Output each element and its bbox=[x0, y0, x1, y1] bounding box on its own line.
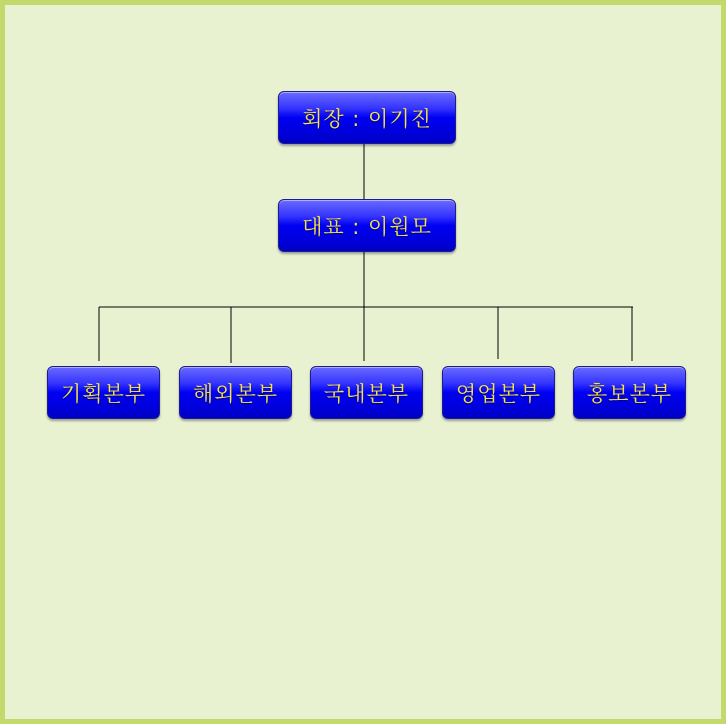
dept-label-overseas: 해외본부 bbox=[192, 381, 279, 406]
dept-label-sales: 영업본부 bbox=[455, 381, 542, 406]
dept-box-planning[interactable] bbox=[47, 366, 160, 419]
chairman-label: 회장 : 이기진 bbox=[302, 106, 432, 131]
ceo-label: 대표 : 이원모 bbox=[302, 214, 432, 239]
dept-box-domestic[interactable] bbox=[310, 366, 423, 419]
dept-box-overseas[interactable] bbox=[179, 366, 292, 419]
chairman-box[interactable] bbox=[278, 91, 456, 144]
dept-box-pr[interactable] bbox=[573, 366, 686, 419]
dept-label-planning: 기획본부 bbox=[60, 381, 147, 406]
dept-label-domestic: 국내본부 bbox=[323, 381, 410, 406]
ceo-box[interactable] bbox=[278, 199, 456, 252]
dept-label-pr: 홍보본부 bbox=[586, 381, 673, 406]
dept-box-sales[interactable] bbox=[442, 366, 555, 419]
